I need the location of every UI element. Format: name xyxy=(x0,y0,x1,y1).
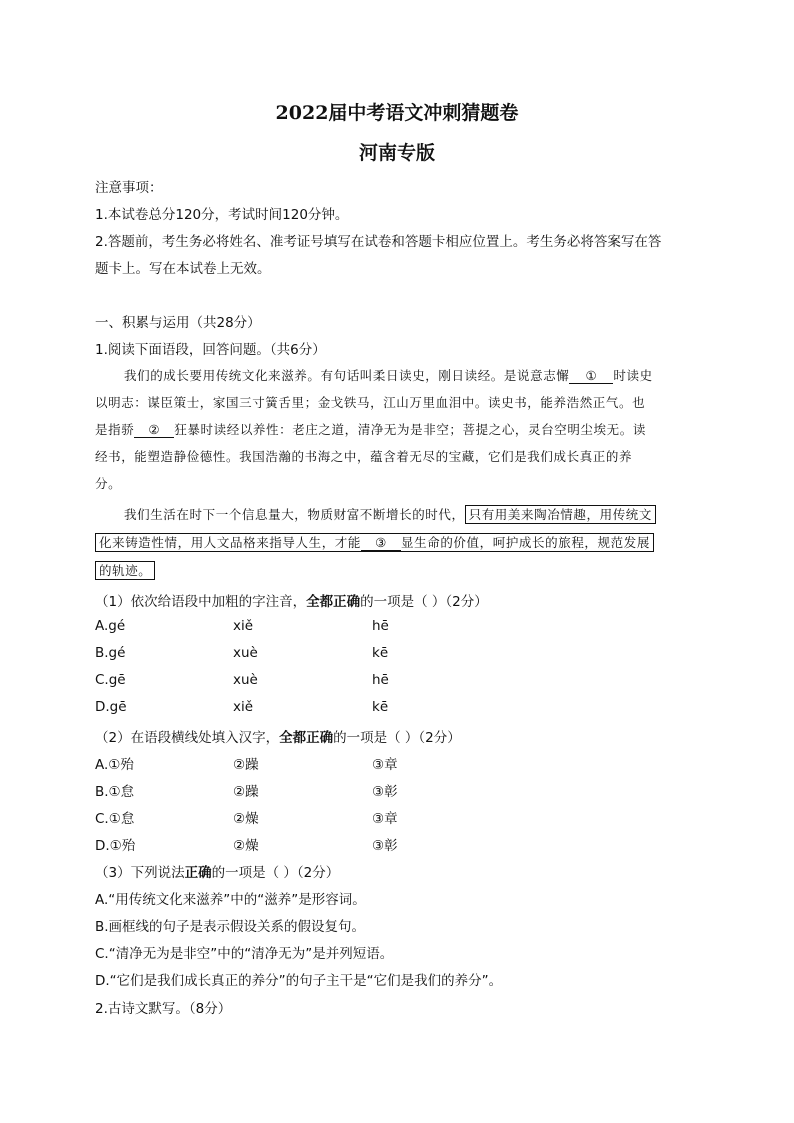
option-c-col2: xuè xyxy=(233,672,258,688)
option-d-col3: kē xyxy=(372,699,389,715)
boxed-sentence: 只有用美来陶冶情趣，用传统文 xyxy=(465,505,656,524)
stem-text: （2）在语段横线处填入汉字， xyxy=(95,730,280,746)
passage-text: 显生命的价值，呵护成长的旅程，规范发展 xyxy=(401,535,650,550)
option-c-text[interactable]: C.“清净无为是非空”中的“清净无为”是并列短语。 xyxy=(95,946,394,962)
option-b-label[interactable]: B.gé xyxy=(95,645,126,661)
option-b-text[interactable]: B.画框线的句子是表示假设关系的假设复句。 xyxy=(95,919,366,935)
notes-item-1: 1.本试卷总分120分，考试时间120分钟。 xyxy=(95,207,349,223)
exam-title: 2022届中考语文冲刺猜题卷 xyxy=(275,102,519,124)
section-1-heading: 一、积累与运用（共28分） xyxy=(95,315,261,331)
option-c-col3: ③章 xyxy=(372,811,398,827)
stem-emphasis: 全都正确 xyxy=(306,594,361,610)
stem-text: （3）下列说法 xyxy=(95,865,185,881)
option-c-col3: hē xyxy=(372,672,389,688)
passage-line: 以明志：谋臣策士，家国三寸簧舌里；金戈铁马，江山万里血泪中。读史书，能养浩然正气。也 xyxy=(95,395,646,410)
passage-line xyxy=(95,533,654,551)
option-b-label[interactable]: B.①怠 xyxy=(95,784,135,800)
stem-emphasis: 全都正确 xyxy=(279,730,334,746)
boxed-sentence xyxy=(95,533,654,552)
option-b-col2: ②躁 xyxy=(233,784,259,800)
stem-text: （1）依次给语段中加粗的字注音， xyxy=(95,594,307,610)
option-b-col3: kē xyxy=(372,645,389,661)
option-d-text[interactable]: D.“它们是我们成长真正的养分”的句子主干是“它们是我们的养分”。 xyxy=(95,973,503,989)
exam-subtitle: 河南专版 xyxy=(358,142,435,164)
sub-question-3-stem xyxy=(95,861,339,881)
option-a-label[interactable]: A.①殆 xyxy=(95,757,134,773)
passage-line xyxy=(124,366,653,384)
option-d-col2: xiě xyxy=(233,699,254,715)
sub-question-1-stem xyxy=(95,590,488,610)
passage-line: 分。 xyxy=(95,476,122,491)
option-c-col2: ②燥 xyxy=(233,811,259,827)
passage-line xyxy=(95,420,646,438)
notes-heading: 注意事项： xyxy=(95,180,163,196)
option-a-col3: hē xyxy=(372,618,389,634)
blank-2: ② xyxy=(134,422,174,438)
option-c-label[interactable]: C.①怠 xyxy=(95,811,135,827)
passage-text: 我们的成长要用传统文化来滋养。有句话叫柔日读史，刚日读经。是说意志懈 xyxy=(124,368,570,383)
notes-item-2-line-1: 2.答题前，考生务必将姓名、准考证号填写在试卷和答题卡相应位置上。考生务必将答案写在答 xyxy=(95,234,662,250)
passage-text: 狂暴时读经以养性：老庄之道，清净无为是非空；菩提之心，灵台空明尘埃无。读 xyxy=(174,422,646,437)
question-1-heading: 1.阅读下面语段，回答问题。（共6分） xyxy=(95,342,326,358)
blank-3: ③ xyxy=(361,535,401,551)
option-a-col3: ③章 xyxy=(372,757,398,773)
stem-text: 的一项是（ ）（2分） xyxy=(360,594,488,610)
option-d-label[interactable]: D.①殆 xyxy=(95,838,136,854)
passage-line xyxy=(95,561,155,579)
sub-question-2-stem xyxy=(95,726,461,746)
notes-item-2-line-2: 题卡上。写在本试卷上无效。 xyxy=(95,261,271,277)
option-d-col2: ②燥 xyxy=(233,838,259,854)
stem-emphasis: 正确 xyxy=(184,865,212,881)
blank-1: ① xyxy=(569,368,613,384)
option-b-col2: xuè xyxy=(233,645,258,661)
stem-text: 的一项是（ ）（2分） xyxy=(211,865,340,881)
option-a-text[interactable]: A.“用传统文化来滋养”中的“滋养”是形容词。 xyxy=(95,892,366,908)
option-a-col2: xiě xyxy=(233,618,254,634)
passage-line: 经书，能塑造静俭德性。我国浩瀚的书海之中，蕴含着无尽的宝藏，它们是我们成长真正的养 xyxy=(95,449,633,464)
passage-line xyxy=(124,505,656,523)
option-d-label[interactable]: D.gē xyxy=(95,699,127,715)
option-c-label[interactable]: C.gē xyxy=(95,672,126,688)
passage-text: 是指骄 xyxy=(95,422,135,437)
passage-text: 我们生活在时下一个信息量大，物质财富不断增长的时代， xyxy=(124,507,465,522)
option-b-col3: ③彰 xyxy=(372,784,398,800)
question-2-heading: 2.古诗文默写。（8分） xyxy=(95,1001,232,1017)
boxed-sentence: 的轨迹。 xyxy=(95,561,155,580)
option-d-col3: ③彰 xyxy=(372,838,398,854)
stem-text: 的一项是（ ）（2分） xyxy=(333,730,461,746)
passage-text: 时读史 xyxy=(613,368,653,383)
option-a-col2: ②躁 xyxy=(233,757,259,773)
option-a-label[interactable]: A.gé xyxy=(95,618,126,634)
passage-text: 化来铸造性情，用人文品格来指导人生，才能 xyxy=(99,535,362,550)
